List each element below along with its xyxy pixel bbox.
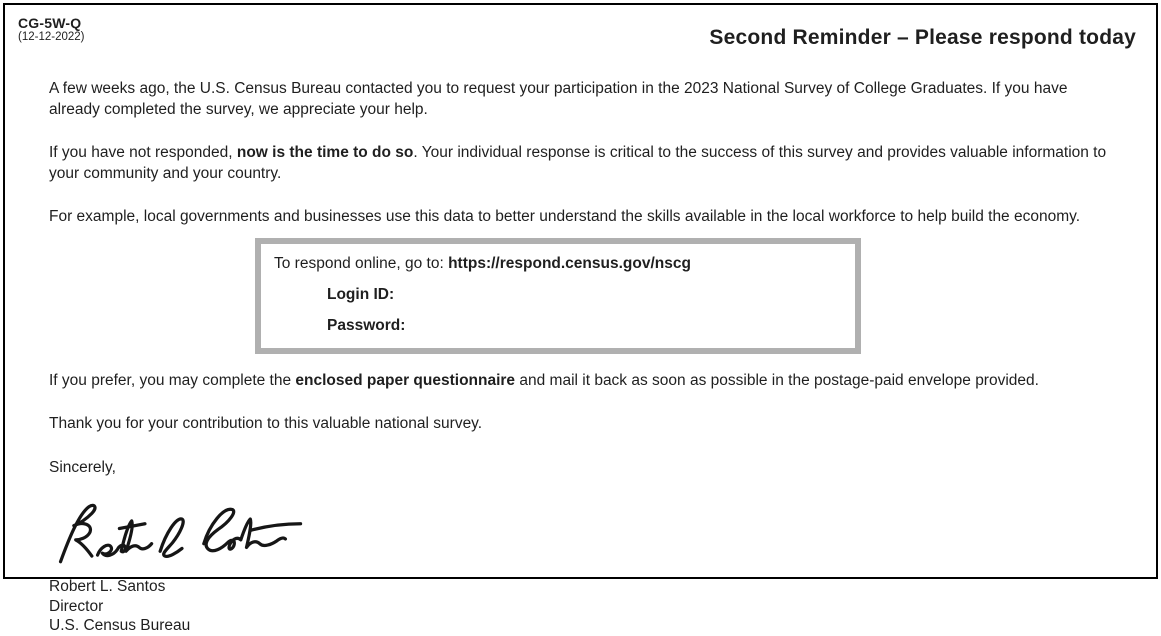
respond-online-label: To respond online, go to: <box>274 254 449 272</box>
paragraph-respond-now <box>49 143 1109 184</box>
paragraph-intro <box>49 79 1109 120</box>
text-segment: and mail it back as soon as possible in the postage-paid envelope provided. <box>515 371 1039 389</box>
response-box <box>255 238 861 354</box>
signature-image <box>49 501 314 575</box>
respond-url: https://respond.census.gov/nscg <box>448 254 691 272</box>
text-segment: A few weeks ago, the U.S. Census Bureau contacted you to request your participation in the 2023 National Survey of College Graduates. If you have already completed the survey, we appreciate your help. <box>49 80 1068 118</box>
signer-title: Director <box>49 597 104 615</box>
form-date: (12-12-2022) <box>18 31 85 43</box>
text-segment: If you have not responded, <box>49 144 237 161</box>
signer-block <box>49 577 1109 636</box>
letter-header <box>5 5 1156 50</box>
letter-body <box>5 50 1156 636</box>
text-segment: . Your individual response is critical to the success of this survey and provides valuable information to your community and your country. <box>49 144 1107 182</box>
paragraph-thanks <box>49 414 1109 435</box>
form-id-block <box>18 15 84 44</box>
signer-org: U.S. Census Bureau <box>49 617 191 634</box>
respond-online-line <box>274 253 845 274</box>
text-segment: now is the time to do so <box>236 144 414 161</box>
text-segment: enclosed paper questionnaire <box>295 371 516 389</box>
closing-sincerely: Sincerely, <box>49 458 116 476</box>
text-segment: If you prefer, you may complete the <box>49 371 296 389</box>
signer-name: Robert L. Santos <box>49 578 166 595</box>
password-label: Password: <box>327 316 406 334</box>
form-code: CG-5W-Q <box>18 15 82 31</box>
paragraph-example <box>49 207 1109 228</box>
text-segment: Thank you for your contribution to this valuable national survey. <box>49 415 483 432</box>
paragraph-paper-option <box>49 371 1109 392</box>
letter-title: Second Reminder – Please respond today <box>709 26 1136 49</box>
text-segment: For example, local governments and businesses use this data to better understand the skills available in the local workforce to help build the economy. <box>49 208 1081 225</box>
signature-block <box>49 501 1109 575</box>
letter-page <box>3 3 1158 634</box>
login-id-label: Login ID: <box>327 285 395 303</box>
